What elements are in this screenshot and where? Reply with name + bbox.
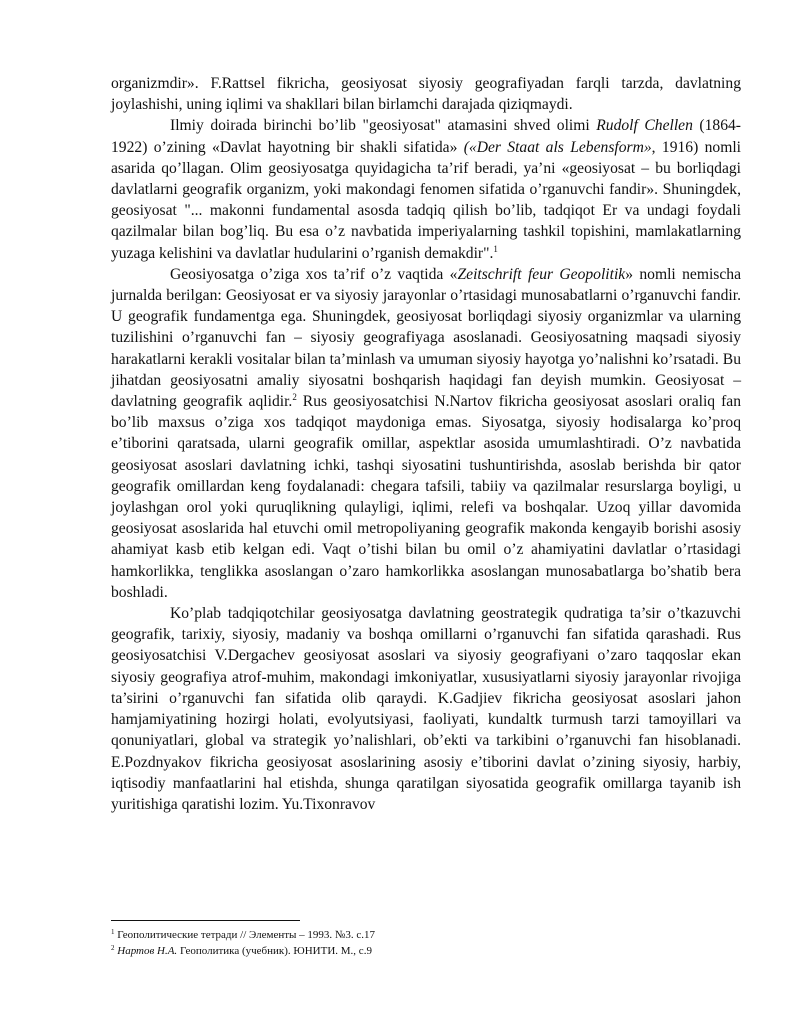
footnote-author: Нартов Н.А. [117, 945, 178, 957]
footnote-number: 2 [111, 944, 115, 952]
author-name: Rudolf Chellen [596, 117, 693, 135]
footnote-ref-2[interactable]: 2 [292, 392, 297, 403]
paragraph-2 [111, 115, 741, 263]
footnote-1 [111, 927, 741, 943]
paragraph-2-text-a: Ilmiy doirada birinchi bo’lib "geosiyosat" atamasini shved olimi [170, 117, 597, 135]
paragraph-4-text: Ko’plab tadqiqotchilar geosiyosatga davlatning geostrategik qudratiga ta’sir o’tkazuvchi geografik, tarixiy, siyosiy, madaniy va boshqa omillarni o’rganuvchi fan sifatida qarashadi. Rus geosiyosatchisi V.Dergachev geosiyosat asoslari va siyosiy geografiyani o’zaro taqqoslar ekan siyosiy geografiya atrof-muhim, makondagi imkoniyatlar, xususiyatlarni siyosiy jarayonlar rivojiga ta’sirini o’rganuvchi fan sifatida olib qaraydi. K.Gadjiev fikricha geosiyosat asoslari jahon hamjamiyatining hozirgi holati, evolyutsiyasi, faoliyati, kundaltk turmush tarzi tamoyillari va qonuniyatlari, global va strategik yo’nalishlari, ob’ekti va tarkibini o’rganuvchi fan hisoblanadi. E.Pozdnyakov fikricha geosiyosat asoslarining asosiy e’tiborini davlat o’zining siyosiy, harbiy, iqtisodiy manfaatlarini hal etishda, shunga qaratilgan siyosatida geografik omillarga tayanib ish yuritishiga qaratishi lozim. Yu.Tixonravov [111, 605, 741, 813]
footnote-2 [111, 943, 741, 959]
paragraph-2-text-b: (1864-1922) o’zining «Davlat hayotning bir shakli sifatida» [111, 117, 741, 156]
paragraph-3-text-b: » nomli nemischa jurnalda berilgan: Geosiyosat er va siyosiy jarayonlar o’rtasidagi munosabatlarni o’rganuvchi fandir. U geografik fundamentga ega. Shuningdek, geosiyosat borliqdagi siyosiy organizmlar va ularning tuzilishini o’rganuvchi fan – siyosiy geografiyaga asoslanadi. Geosiyosatning maqsadi siyosiy harakatlarni kerakli vositalar bilan ta’minlash va umuman siyosiy hayotga yo’nalishni ko’rsatadi. Bu jihatdan geosiyosatni amaliy siyosatni boshqarish haqidagi fan deyish mumkin. Geosiyosat –davlatning geografik aqlidir. [111, 265, 741, 411]
journal-title: Zeitschrift feur Geopolitik [457, 265, 626, 283]
document-body [111, 73, 741, 815]
footnote-ref-1[interactable]: 1 [493, 243, 498, 254]
paragraph-3-text-c: Rus geosiyosatchisi N.Nartov fikricha geosiyosat asoslari oraliq fan bo’lib maxsus o’ziga xos tadqiqot maydoniga emas. Siyosatga, siyosiy hodisalarga ko’proq e’tiborini qaratsada, ularni geografik omillar, aspektlar asosida umumlashtiradi. O’z navbatida geosiyosat asoslari davlatning ichki, tashqi siyosatini tushuntirishda, asoslab berishda bir qator geografik omillardan keng foydalanadi: chegara tafsili, tabiiy va qazilmalar resurslarga boyligi, u joylashgan orol yoki quruqlikning qulayligi, iqlimi, relefi va boshqalar. Uzoq yillar davomida geosiyosat asoslarida hal etuvchi omil metropoliyaning geografik makonda kengayib borishi asosiy ahamiyat kasb etib kelgan edi. Vaqt o’tishi bilan bu omil o’z ahamiyatini davlatlar o’rtasidagi hamkorlikka, tenglikka asoslangan o’zaro hamkorlikka asoslangan munosabatlarga bo’shatib bera boshladi. [111, 393, 741, 601]
footnote-text: Геополитические тетради // Элементы – 1993. №3. с.17 [117, 929, 376, 941]
paragraph-1-text: organizmdir». F.Rattsel fikricha, geosiyosat siyosiy geografiyadan farqli tarzda, davlatning joylashishi, uning iqlimi va shakllari bilan birlamchi darajada qiziqmaydi. [111, 75, 741, 114]
book-title: («Der Staat als Lebensform» [463, 138, 652, 156]
footnotes [111, 927, 741, 959]
paragraph-3 [111, 264, 741, 603]
paragraph-3-text-a: Geosiyosatga o’ziga xos ta’rif o’z vaqtida « [170, 265, 458, 283]
paragraph-2-text-c: , 1916) nomli asarida qo’llagan. Olim geosiyosatga quyidagicha ta’rif beradi, ya’ni «geosiyosat – bu borliqdagi davlatlarni geografik organizm, yoki makondagi fenomen sifatida o’rganuvchi fandir». Shuningdek, geosiyosat "... makonni fundamental asosda tadqiq qilish bo’lib, tadqiqot Er va undagi foydali qazilmalar bilan bog’liq. Bu esa o’z navbatida imperiyalarning tashkil topishini, mamlakatlarning yuzaga kelishini va davlatlar hudularini o’rganish demakdir". [111, 138, 741, 262]
paragraph-4 [111, 603, 741, 815]
paragraph-1 [111, 73, 741, 115]
footnote-text: Геополитика (учебник). ЮНИТИ. М., с.9 [177, 945, 372, 957]
footnote-divider [111, 920, 300, 921]
footnote-number: 1 [111, 928, 115, 936]
